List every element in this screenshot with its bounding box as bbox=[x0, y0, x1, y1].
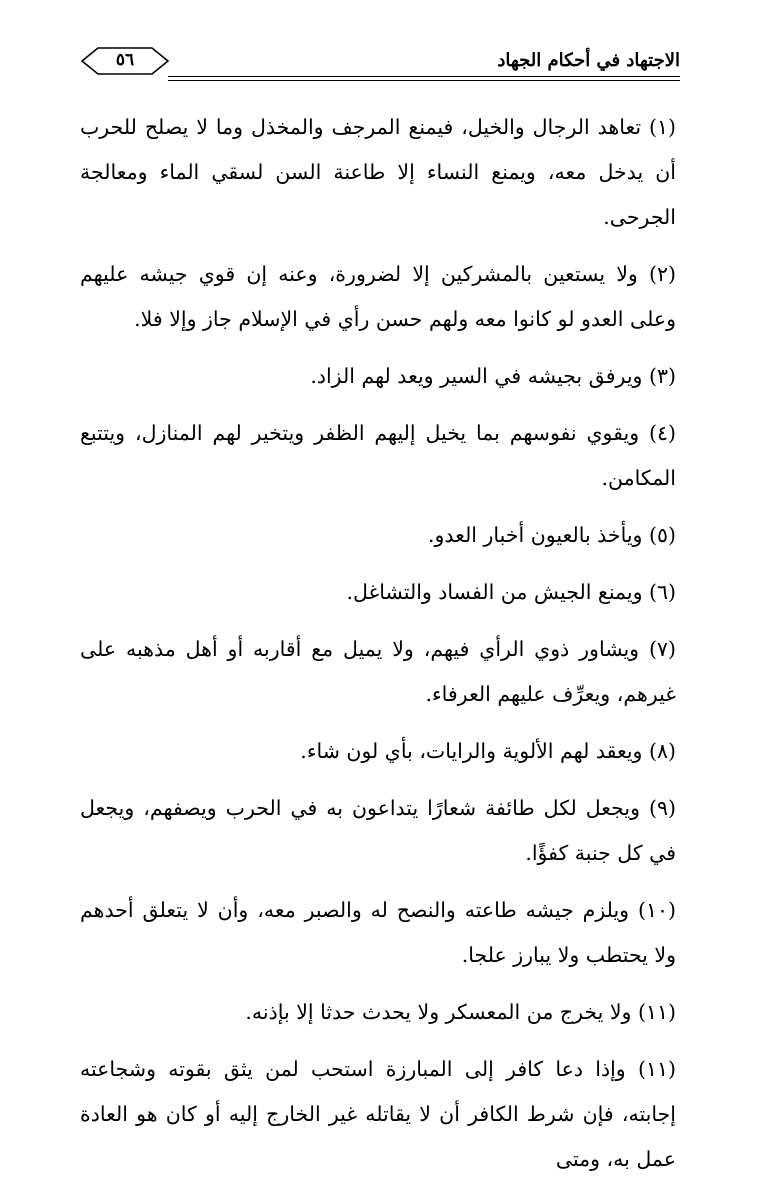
page-number: ٥٦ bbox=[115, 50, 135, 70]
header-rule bbox=[168, 76, 680, 77]
paragraph-3: (٣) ويرفق بجيشه في السير ويعد لهم الزاد. bbox=[310, 364, 676, 388]
paragraph-11: (١١) ولا يخرج من المعسكر ولا يحدث حدثا إلا بإذنه. bbox=[245, 1000, 676, 1024]
paragraph-10: (١٠) ويلزم جيشه طاعته والنصح له والصبر معه، وأن لا يتعلق أحدهم ولا يحتطب ولا يبارز علجا. bbox=[80, 898, 676, 967]
page-number-badge bbox=[80, 44, 170, 78]
paragraph-8: (٨) ويعقد لهم الألوية والرايات، بأي لون شاء. bbox=[300, 739, 676, 763]
page-body bbox=[80, 105, 676, 1194]
paragraph-7: (٧) ويشاور ذوي الرأي فيهم، ولا يميل مع أقاربه أو أهل مذهبه على غيرهم، ويعرِّف عليهم العرفاء. bbox=[80, 637, 676, 706]
book-title: الاجتهاد في أحكام الجهاد bbox=[497, 50, 680, 71]
paragraph-2: (٢) ولا يستعين بالمشركين إلا لضرورة، وعنه إن قوي جيشه عليهم وعلى العدو لو كانوا معه ولهم حسن رأي في الإسلام جاز وإلا فلا. bbox=[80, 262, 676, 331]
paragraph-12: (١١) وإذا دعا كافر إلى المبارزة استحب لمن يثق بقوته وشجاعته إجابته، فإن شرط الكافر أن لا يقاتله غير الخارج إليه أو كان هو العادة عمل به، ومتى bbox=[80, 1057, 676, 1171]
page-header bbox=[80, 40, 680, 92]
header-rule-thin bbox=[168, 80, 680, 81]
paragraph-5: (٥) ويأخذ بالعيون أخبار العدو. bbox=[428, 523, 676, 547]
paragraph-1: (١) تعاهد الرجال والخيل، فيمنع المرجف والمخذل وما لا يصلح للحرب أن يدخل معه، ويمنع النساء إلا طاعنة السن لسقي الماء ومعالجة الجرحى. bbox=[80, 115, 676, 229]
paragraph-9: (٩) ويجعل لكل طائفة شعارًا يتداعون به في الحرب ويصفهم، ويجعل في كل جنبة كفؤًا. bbox=[80, 796, 676, 865]
paragraph-4: (٤) ويقوي نفوسهم بما يخيل إليهم الظفر ويتخير لهم المنازل، ويتتبع المكامن. bbox=[80, 421, 676, 490]
paragraph-6: (٦) ويمنع الجيش من الفساد والتشاغل. bbox=[346, 580, 676, 604]
